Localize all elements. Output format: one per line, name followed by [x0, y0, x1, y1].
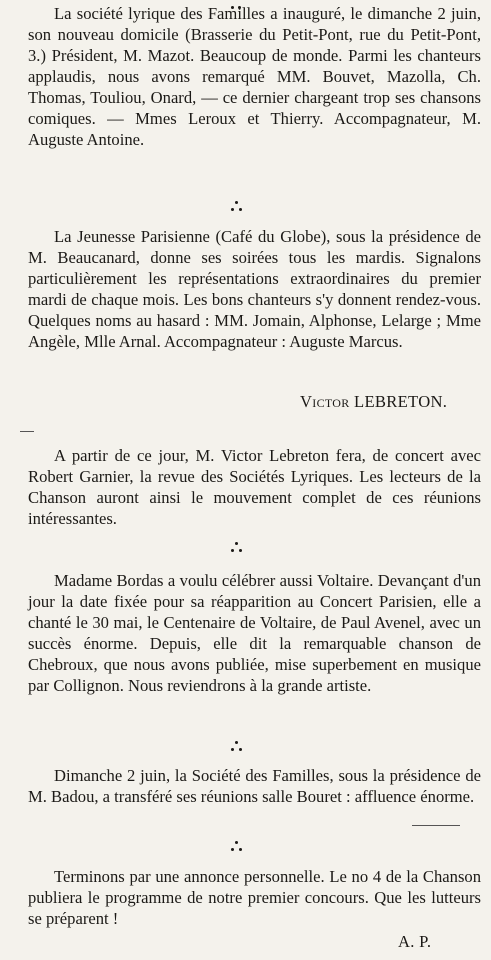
paragraph-text: A partir de ce jour, M. Victor Lebreton fera, de concert avec Robert Garnier, la revue des Sociétés Lyriques. Les lecteurs de la Chanson auront ainsi le mouvement complet de ces réunions intéressantes. — [28, 446, 481, 528]
article-paragraph — [28, 226, 481, 352]
signature-initials: A. P. — [398, 932, 432, 951]
article-paragraph — [28, 866, 481, 929]
ornament-dots — [229, 542, 245, 554]
signature-victor-lebreton: Victor LEBRETON. — [300, 392, 448, 411]
paragraph-text: La Jeunesse Parisienne (Café du Globe), sous la présidence de M. Beaucanard, donne ses soirées tous les mardis. Signalons particulièrement les représentations extraordinaires du premier mardi de chaque mois. Les bons chanteurs s'y donnent rendez-vous. Quelques noms au hasard : MM. Jomain, Alphonse, Lelarge ; Mme Angèle, Mlle Arnal. Accompagnateur : Auguste Marcus. — [28, 227, 481, 351]
paragraph-text: Madame Bordas a voulu célébrer aussi Voltaire. Devançant d'un jour la date fixée pour sa réapparition au Concert Parisien, elle a chanté le 30 mai, le Centenaire de Voltaire, de Paul Avenel, avec un succès énorme. Depuis, elle dit la remarquable chanson de Chebroux, que nous avons publiée, mise superbement en musique par Collignon. Nous reviendrons à la grande artiste. — [28, 571, 481, 695]
article-paragraph — [28, 570, 481, 696]
article-paragraph — [28, 3, 481, 150]
article-paragraph — [28, 765, 481, 807]
paragraph-text: La société lyrique des Familles a inauguré, le dimanche 2 juin, son nouveau domicile (Brasserie du Petit-Pont, rue du Petit-Pont, 3.) Président, M. Mazot. Beaucoup de monde. Parmi les chanteurs applaudis, nous avons remarqué MM. Bouvet, Mazolla, Ch. Thomas, Touliou, Onard, — ce dernier chargeant trop ses chansons comiques. — Mmes Leroux et Thierry. Accompagnateur, M. Auguste Antoine. — [28, 4, 481, 149]
ornament-dots — [229, 201, 245, 213]
ornament-dots — [229, 741, 245, 753]
separator-mark — [20, 431, 34, 432]
paragraph-text: Dimanche 2 juin, la Société des Familles, sous la présidence de M. Badou, a transféré ses réunions salle Bouret : affluence énorme. — [28, 766, 481, 806]
paragraph-text: Terminons par une annonce personnelle. Le no 4 de la Chanson publiera le programme de notre premier concours. Que les lutteurs se préparent ! — [28, 867, 481, 928]
separator-mark — [412, 825, 460, 826]
article-paragraph — [28, 445, 481, 529]
ornament-dots — [229, 841, 245, 853]
